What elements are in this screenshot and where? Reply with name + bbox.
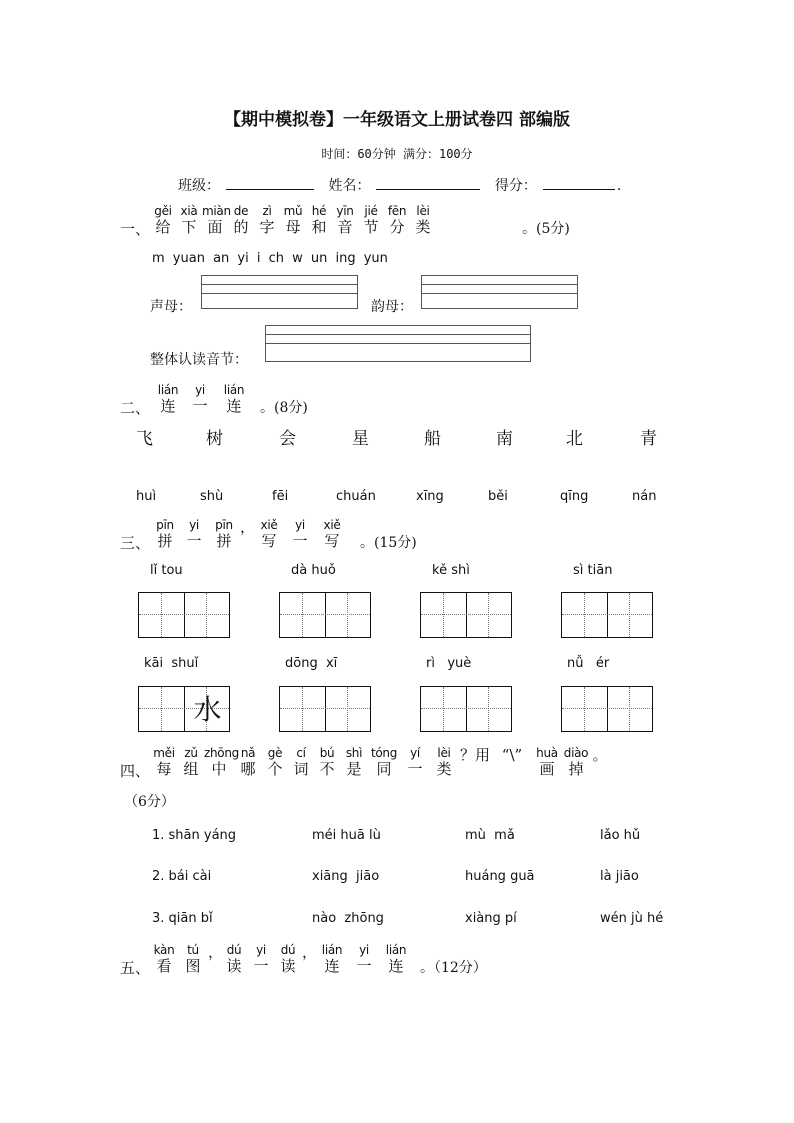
connect-pinyin: běi xyxy=(488,489,508,504)
writing-grid[interactable] xyxy=(279,686,371,732)
ruby-char xyxy=(150,943,178,975)
hanzi-character: 图 xyxy=(185,957,201,975)
ruby-char xyxy=(458,746,492,764)
section-1-heading xyxy=(120,204,680,238)
connect-pinyin: fēi xyxy=(272,489,289,504)
pinyin-annotation: dú xyxy=(226,943,242,957)
connect-pinyin: qīng xyxy=(560,489,589,504)
ruby-char xyxy=(358,204,384,236)
connect-character: 南 xyxy=(496,429,513,449)
writing-grid[interactable] xyxy=(561,686,653,732)
hanzi-character: 给 xyxy=(155,218,171,236)
ruby-char xyxy=(590,746,610,764)
pinyin-annotation: kàn xyxy=(153,943,175,957)
word-option[interactable]: là jiāo xyxy=(600,869,639,884)
pinyin-annotation: shì xyxy=(345,746,363,760)
pinyin-annotation: lián xyxy=(157,383,179,397)
grid-pinyin-label: dà huǒ xyxy=(291,563,336,578)
ruby-char xyxy=(176,204,202,236)
section-4-score: （6分） xyxy=(124,794,175,810)
ruby-char xyxy=(180,518,208,550)
ruby-char xyxy=(368,746,400,778)
pinyin-annotation: zì xyxy=(262,204,272,218)
hanzi-character: 一 xyxy=(192,397,208,415)
hanzi-character: 中 xyxy=(211,760,227,778)
connect-character: 青 xyxy=(640,429,657,449)
ruby-char xyxy=(204,746,239,778)
hanzi-character: 拼 xyxy=(216,532,232,550)
grid-pinyin-label: sì tiān xyxy=(573,563,613,578)
pinyin-annotation: lián xyxy=(321,943,343,957)
sample-character: 水 xyxy=(193,693,222,726)
word-option-numbered[interactable]: 1. shān yáng xyxy=(152,828,237,843)
ruby-char xyxy=(280,204,306,236)
pinyin-annotation: bú xyxy=(319,746,335,760)
pinyin-annotation: miàn xyxy=(202,204,231,218)
hanzi-character: 不 xyxy=(319,760,335,778)
pinyin-annotation: yi xyxy=(189,518,199,532)
hanzi-character: 分 xyxy=(389,218,405,236)
ruby-char xyxy=(430,746,458,778)
ruby-char xyxy=(262,746,288,778)
hanzi-character: 一 xyxy=(186,532,202,550)
pinyin-annotation: fēn xyxy=(387,204,407,218)
pinyin-annotation: lián xyxy=(385,943,407,957)
ruby-char xyxy=(150,204,176,236)
pinyin-annotation: tóng xyxy=(370,746,398,760)
pinyin-annotation: zǔ xyxy=(184,746,198,760)
word-option[interactable]: méi huā lù xyxy=(312,828,381,843)
score-field[interactable] xyxy=(543,175,615,190)
page-title: 【期中模拟卷】一年级语文上册试卷四 部编版 xyxy=(224,110,570,130)
section-3-score: 。(15分) xyxy=(360,535,417,551)
hanzi-character: 组 xyxy=(183,760,199,778)
hanzi-character: 掉 xyxy=(568,760,584,778)
connect-character: 飞 xyxy=(136,429,153,449)
ruby-char xyxy=(234,746,262,778)
ruby-char xyxy=(302,943,318,961)
hanzi-character: 音 xyxy=(337,218,353,236)
section-1-score: 。(5分) xyxy=(522,221,570,237)
pinyin-annotation: yīn xyxy=(336,204,354,218)
pinyin-annotation: tú xyxy=(187,943,199,957)
connect-character: 船 xyxy=(424,429,441,449)
hanzi-character: 母 xyxy=(285,218,301,236)
connect-pinyin: shù xyxy=(200,489,224,504)
hanzi-character: 看 xyxy=(156,957,172,975)
hanzi-character: 。 xyxy=(592,746,608,764)
pinyin-annotation: lèi xyxy=(437,746,451,760)
connect-character: 星 xyxy=(352,429,369,449)
grid-pinyin-label: dōng xī xyxy=(285,656,338,671)
word-option[interactable]: lǎo hǔ xyxy=(600,828,641,843)
hanzi-character: 是 xyxy=(346,760,362,778)
ruby-char xyxy=(492,746,532,764)
class-field[interactable] xyxy=(226,175,314,190)
ruby-char xyxy=(254,204,280,236)
hanzi-character: 的 xyxy=(233,218,249,236)
hanzi-character: ， xyxy=(302,943,318,961)
writing-grid[interactable] xyxy=(561,592,653,638)
grid-pinyin-label: kāi shuǐ xyxy=(144,656,199,671)
hanzi-character: 节 xyxy=(363,218,379,236)
section-5-heading xyxy=(120,943,540,977)
connect-character: 会 xyxy=(279,429,296,449)
pinyin-annotation: zhōng xyxy=(204,746,239,760)
ruby-char xyxy=(400,746,430,778)
writing-grid[interactable] xyxy=(138,686,230,732)
word-option[interactable]: huáng guā xyxy=(465,869,535,884)
pinyin-annotation: yi xyxy=(195,383,205,397)
ruby-char xyxy=(150,518,180,550)
hanzi-character: 哪 xyxy=(240,760,256,778)
hanzi-character: “\” xyxy=(501,746,523,764)
pinyin-annotation: xiě xyxy=(323,518,341,532)
pinyin-annotation: xià xyxy=(180,204,198,218)
pinyin-annotation: yi xyxy=(359,943,369,957)
ruby-char xyxy=(220,943,248,975)
ruby-char xyxy=(202,204,231,236)
pinyin-annotation: yí xyxy=(410,746,420,760)
yunmu-label: 韵母： xyxy=(371,299,413,315)
ruby-char xyxy=(274,943,302,975)
info-end: . xyxy=(616,178,622,194)
zhengti-label: 整体认读音节： xyxy=(150,352,248,368)
class-label: 班级： xyxy=(178,178,220,194)
writing-grid[interactable] xyxy=(420,592,512,638)
ruby-char xyxy=(150,383,186,415)
pinyin-annotation: cí xyxy=(296,746,306,760)
pinyin-annotation: gè xyxy=(267,746,283,760)
pinyin-annotation: yi xyxy=(295,518,305,532)
ruby-char xyxy=(314,518,350,550)
pinyin-annotation: nǎ xyxy=(240,746,256,760)
hanzi-character: 一 xyxy=(356,957,372,975)
ruby-char xyxy=(252,518,286,550)
hanzi-character: 一 xyxy=(407,760,423,778)
pinyin-annotation: diào xyxy=(563,746,589,760)
pinyin-annotation: jié xyxy=(364,204,378,218)
section-5-number: 五、 xyxy=(120,959,151,977)
pinyin-annotation: lián xyxy=(223,383,245,397)
shengmu-label: 声母： xyxy=(150,299,192,315)
ruby-char xyxy=(208,943,224,961)
connect-pinyin: chuán xyxy=(336,489,376,504)
hanzi-character: 拼 xyxy=(157,532,173,550)
ruby-char xyxy=(186,383,214,415)
name-label: 姓名： xyxy=(328,178,371,194)
hanzi-character: 每 xyxy=(156,760,172,778)
hanzi-character: 个 xyxy=(267,760,283,778)
hanzi-character: 连 xyxy=(324,957,340,975)
hanzi-character: 写 xyxy=(324,532,340,550)
hanzi-character: 词 xyxy=(293,760,309,778)
ruby-char xyxy=(288,746,314,778)
name-field[interactable] xyxy=(376,175,480,190)
section-3-number: 三、 xyxy=(120,534,151,552)
ruby-char xyxy=(350,943,378,975)
ruby-char xyxy=(314,943,350,975)
ruby-char xyxy=(248,943,274,975)
score-label: 得分： xyxy=(494,178,537,194)
ruby-char xyxy=(178,943,208,975)
pinyin-annotation: měi xyxy=(153,746,175,760)
section-5-score: 。（12分） xyxy=(420,960,487,976)
ruby-char xyxy=(562,746,590,778)
pinyin-annotation: dú xyxy=(280,943,296,957)
hanzi-character: 读 xyxy=(280,957,296,975)
hanzi-character: 写 xyxy=(261,532,277,550)
grid-pinyin-label: nǚ ér xyxy=(567,656,610,671)
hanzi-character: 连 xyxy=(388,957,404,975)
pinyin-annotation: lèi xyxy=(416,204,430,218)
hanzi-character: 一 xyxy=(253,957,269,975)
ruby-char xyxy=(410,204,436,236)
yunmu-answer-lines[interactable] xyxy=(421,275,578,309)
pinyin-annotation: de xyxy=(233,204,249,218)
connect-pinyin: huì xyxy=(136,489,157,504)
section-3-heading xyxy=(120,518,440,552)
zhengti-answer-lines[interactable] xyxy=(265,325,531,362)
pinyin-annotation: pīn xyxy=(215,518,233,532)
hanzi-character: 连 xyxy=(226,397,242,415)
hanzi-character: 类 xyxy=(415,218,431,236)
hanzi-character: 一 xyxy=(292,532,308,550)
ruby-char xyxy=(150,746,178,778)
hanzi-character: 和 xyxy=(311,218,327,236)
hanzi-character: 同 xyxy=(376,760,392,778)
writing-grid[interactable] xyxy=(420,686,512,732)
grid-pinyin-label: kě shì xyxy=(432,563,470,578)
word-option[interactable]: mù mǎ xyxy=(465,828,515,843)
pinyin-annotation: gěi xyxy=(154,204,172,218)
pinyin-annotation: pīn xyxy=(156,518,174,532)
word-option[interactable]: wén jù hé xyxy=(600,911,664,926)
grid-pinyin-label: lǐ tou xyxy=(150,563,183,578)
hanzi-character: ？用 xyxy=(459,746,490,764)
ruby-char xyxy=(286,518,314,550)
connect-character: 树 xyxy=(206,429,223,449)
pinyin-annotation: xiě xyxy=(260,518,278,532)
section-2-heading xyxy=(120,383,420,417)
word-option[interactable]: xiāng jiāo xyxy=(312,869,380,884)
student-info xyxy=(178,175,621,195)
shengmu-answer-lines[interactable] xyxy=(201,275,358,309)
hanzi-character: ， xyxy=(208,943,224,961)
grid-pinyin-label: rì yuè xyxy=(426,656,472,671)
hanzi-character: 连 xyxy=(160,397,176,415)
pinyin-annotation: yi xyxy=(256,943,266,957)
letter-list: m yuan an yi i ch w un ing yun xyxy=(152,251,388,266)
section-2-number: 二、 xyxy=(120,399,151,417)
ruby-char xyxy=(532,746,562,778)
connect-pinyin: nán xyxy=(632,489,657,504)
ruby-char xyxy=(306,204,332,236)
ruby-char xyxy=(384,204,410,236)
section-4-heading xyxy=(120,746,680,780)
ruby-char xyxy=(332,204,358,236)
hanzi-character: 类 xyxy=(436,760,452,778)
exam-meta: 时间：60分钟 满分：100分 xyxy=(321,147,473,161)
word-option-numbered[interactable]: 3. qiān bǐ xyxy=(152,911,213,926)
connect-character: 北 xyxy=(566,429,583,449)
hanzi-character: 字 xyxy=(259,218,275,236)
section-4-number: 四、 xyxy=(120,762,151,780)
hanzi-character: 面 xyxy=(207,218,223,236)
ruby-char xyxy=(378,943,414,975)
pinyin-annotation: mǔ xyxy=(283,204,303,218)
ruby-char xyxy=(314,746,340,778)
writing-grid[interactable] xyxy=(138,592,230,638)
pinyin-annotation: hé xyxy=(311,204,327,218)
writing-grid[interactable] xyxy=(279,592,371,638)
word-option[interactable]: xiàng pí xyxy=(465,911,517,926)
ruby-char xyxy=(340,746,368,778)
ruby-char xyxy=(240,518,256,536)
connect-pinyin: xīng xyxy=(416,489,444,504)
section-1-number: 一、 xyxy=(120,220,151,238)
word-option[interactable]: nào zhōng xyxy=(312,911,384,926)
hanzi-character: 读 xyxy=(226,957,242,975)
section-2-score: 。(8分) xyxy=(260,400,308,416)
hanzi-character: 画 xyxy=(539,760,555,778)
hanzi-character: ， xyxy=(240,518,256,536)
ruby-char xyxy=(214,383,254,415)
pinyin-annotation: huà xyxy=(536,746,558,760)
ruby-char xyxy=(208,518,240,550)
word-option-numbered[interactable]: 2. bái cài xyxy=(152,869,212,884)
hanzi-character: 下 xyxy=(181,218,197,236)
ruby-char xyxy=(228,204,254,236)
ruby-char xyxy=(178,746,204,778)
